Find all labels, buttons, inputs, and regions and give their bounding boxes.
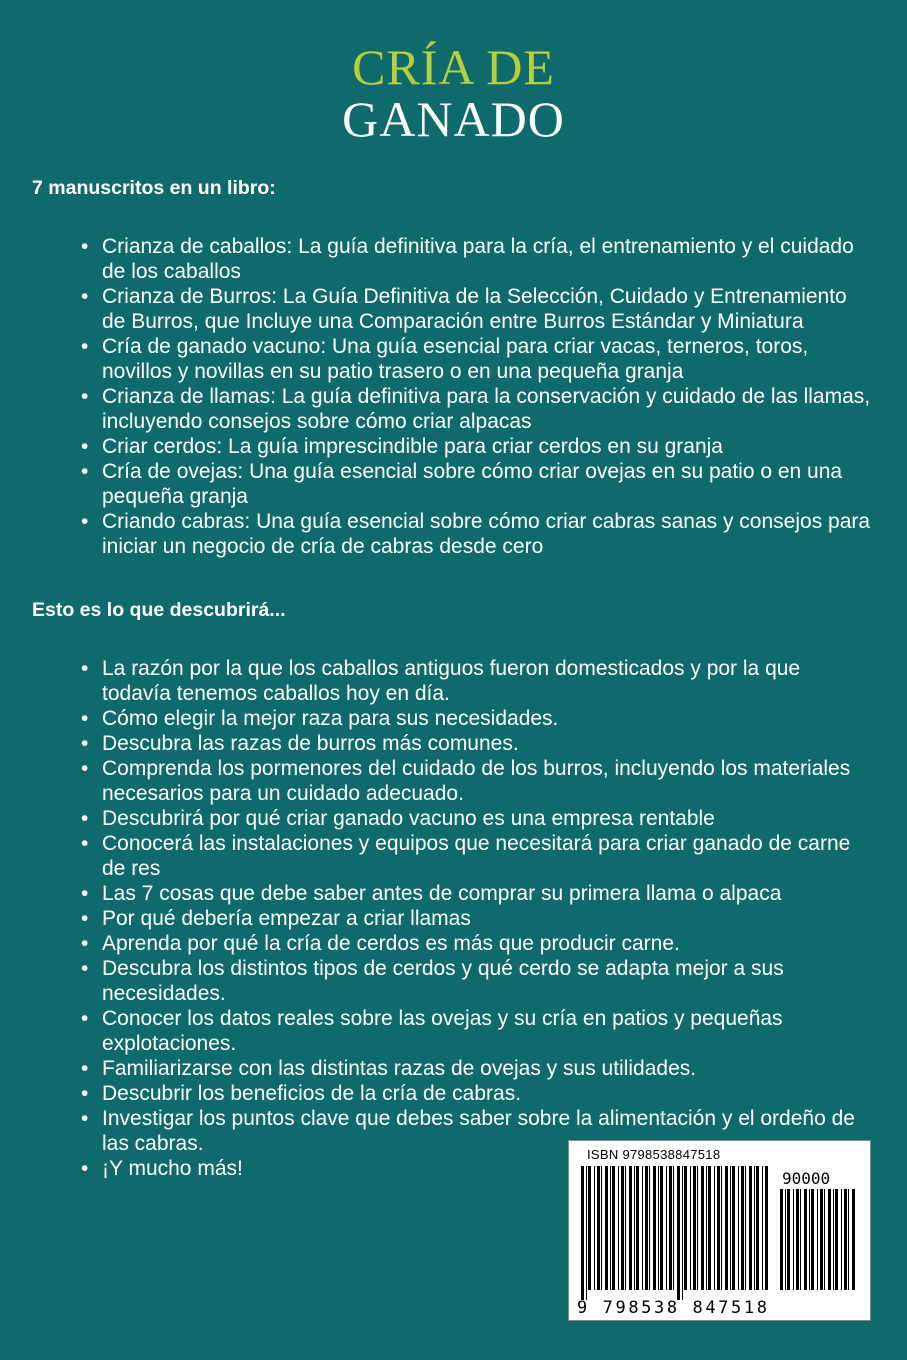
price-code: 90000 [782,1169,831,1188]
list-item: • Descubrir los beneficios de la cría de cabras. [81,1082,522,1105]
bullet-icon: • [81,907,89,930]
isbn-label: ISBN 9798538847518 [587,1147,721,1162]
bullet-icon: • [81,285,89,308]
list-item: • Crianza de Burros: La Guía Definitiva de la Selección, Cuidado y Entrenamiento de Burros, que Incluye una Comparación entre Burros Estándar y Miniatura [81,285,847,333]
discover-list [32,656,872,1181]
bullet-icon: • [81,1007,89,1030]
bullet-icon: • [81,1157,89,1180]
list-item: • Cómo elegir la mejor raza para sus necesidades. [81,707,559,730]
list-item: • Crianza de caballos: La guía definitiva para la cría, el entrenamiento y el cuidado de los caballos [81,235,854,283]
bullet-icon: • [81,1082,89,1105]
bullet-icon: • [81,957,89,980]
list-item: • Criando cabras: Una guía esencial sobre cómo criar cabras sanas y consejos para iniciar un negocio de cría de cabras desde cero [81,510,871,558]
list-item: • Familiarizarse con las distintas razas de ovejas y sus utilidades. [81,1057,697,1080]
bullet-icon: • [81,657,89,680]
list-item: • Por qué debería empezar a criar llamas [81,907,471,930]
title-line-1: CRÍA DE [352,39,555,95]
bullet-icon: • [81,235,89,258]
bullet-icon: • [81,807,89,830]
bullet-icon: • [81,435,89,458]
bullet-icon: • [81,335,89,358]
bullet-icon: • [81,1107,89,1130]
isbn-barcode [568,1140,871,1321]
manuscripts-section [32,176,872,559]
manuscripts-list [32,234,872,559]
list-item: • Las 7 cosas que debe saber antes de comprar su primera llama o alpaca [81,882,782,905]
list-item: • Aprenda por qué la cría de cerdos es más que producir carne. [81,932,680,955]
bullet-icon: • [81,832,89,855]
list-item: • Descubrirá por qué criar ganado vacuno es una empresa rentable [81,807,715,830]
list-item: • Cría de ovejas: Una guía esencial sobre cómo criar ovejas en su patio o en una pequeña granja [81,460,843,508]
bullet-icon: • [81,732,89,755]
title-line-2: GANADO [342,91,565,147]
barcode-addon-bars [780,1189,858,1300]
list-item: • La razón por la que los caballos antiguos fueron domesticados y por la que todavía tenemos caballos hoy en día. [81,657,801,705]
list-item: • Descubra las razas de burros más comunes. [81,732,519,755]
list-item: • Conocerá las instalaciones y equipos que necesitará para criar ganado de carne de res [81,832,851,880]
list-item: • Conocer los datos reales sobre las ovejas y su cría en patios y pequeñas explotaciones. [81,1007,783,1055]
bullet-icon: • [81,757,89,780]
discover-section [32,598,872,1181]
bullet-icon: • [81,385,89,408]
bullet-icon: • [81,932,89,955]
list-item: • Cría de ganado vacuno: Una guía esencial para criar vacas, terneros, toros, novillos y novillas en su patio trasero o en una pequeña granja [81,335,809,383]
bullet-icon: • [81,460,89,483]
list-item: • Crianza de llamas: La guía definitiva para la conservación y cuidado de las llamas, incluyendo consejos sobre cómo criar alpacas [81,385,871,433]
ean-digits: 9 798538 847518 [577,1298,770,1318]
discover-heading: Esto es lo que descubrirá... [32,599,286,621]
book-title [0,39,907,147]
manuscripts-heading: 7 manuscritos en un libro: [32,177,276,199]
list-item: • Investigar los puntos clave que debes saber sobre la alimentación y el ordeño de las cabras. [81,1107,855,1155]
bullet-icon: • [81,1057,89,1080]
barcode-bars [581,1166,771,1300]
bullet-icon: • [81,707,89,730]
list-item: • Criar cerdos: La guía imprescindible para criar cerdos en su granja [81,435,723,458]
bullet-icon: • [81,510,89,533]
bullet-icon: • [81,882,89,905]
list-item: • Descubra los distintos tipos de cerdos y qué cerdo se adapta mejor a sus necesidades. [81,957,784,1005]
list-item: • ¡Y mucho más! [81,1157,243,1180]
list-item: • Comprenda los pormenores del cuidado de los burros, incluyendo los materiales necesarios para un cuidado adecuado. [81,757,851,805]
